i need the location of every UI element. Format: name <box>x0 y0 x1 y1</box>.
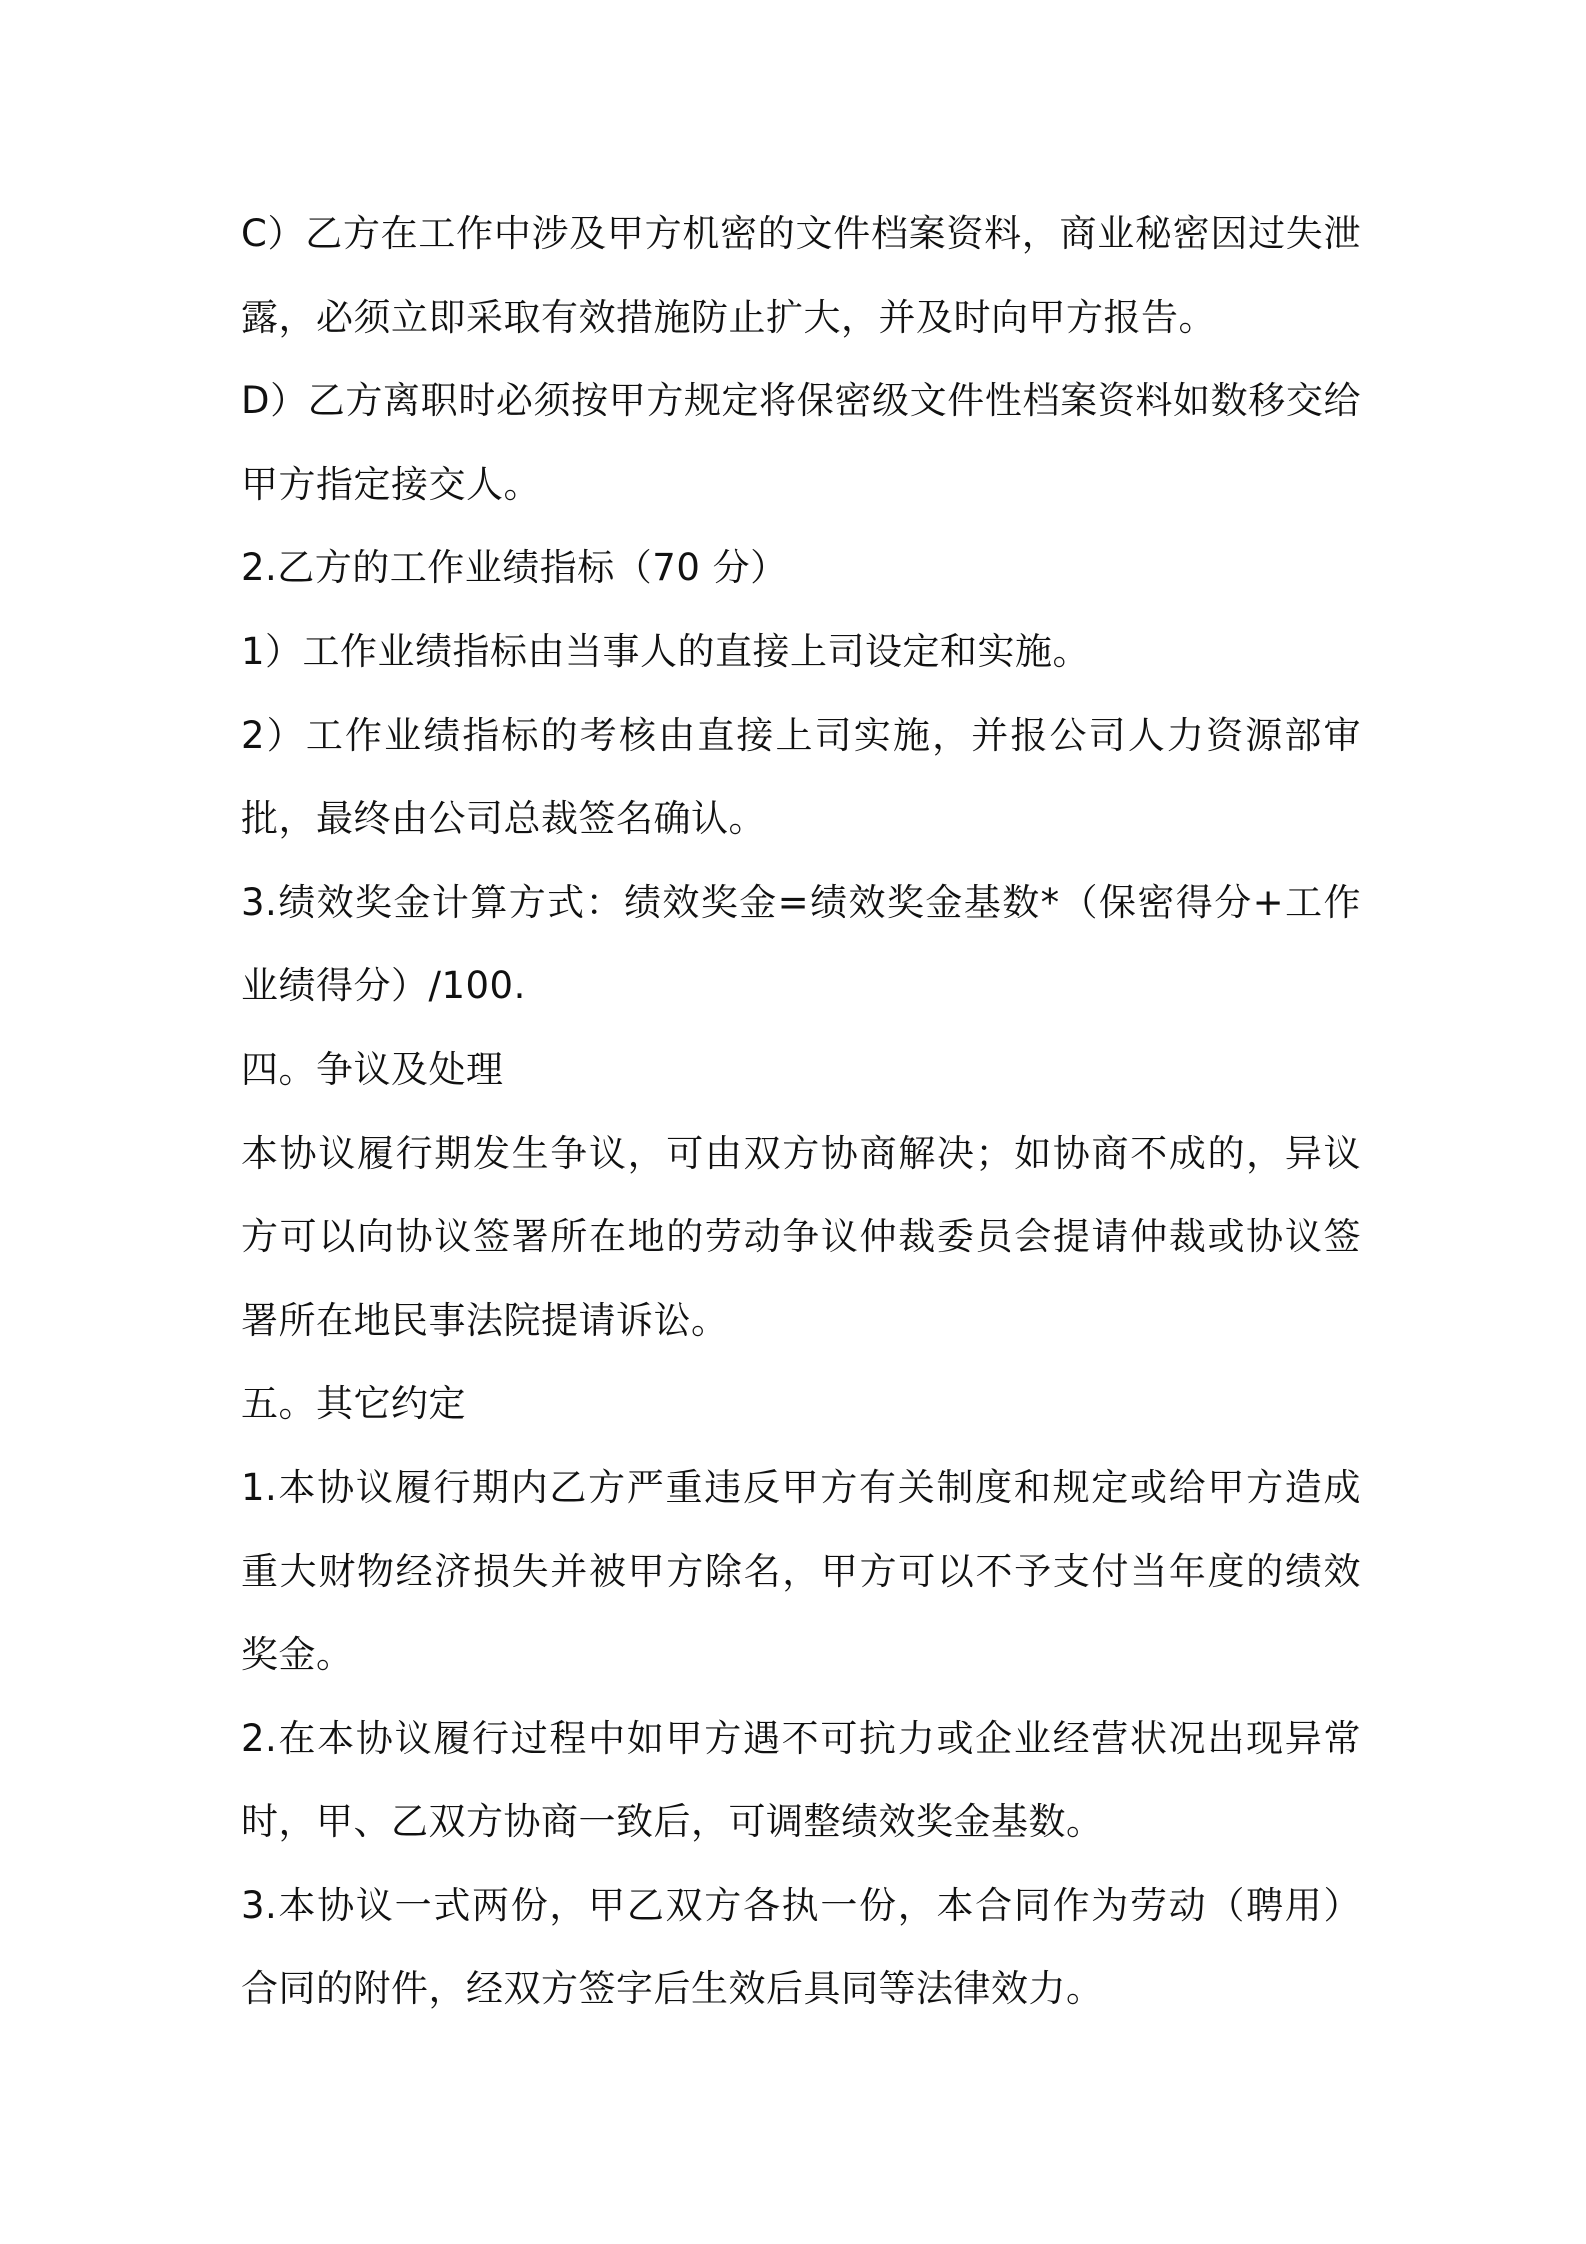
paragraph-bonus-formula: 3.绩效奖金计算方式：绩效奖金=绩效奖金基数*（保密得分+工作业绩得分）/100. <box>241 880 1361 1008</box>
paragraph-performance-item-2: 2）工作业绩指标的考核由直接上司实施，并报公司人力资源部审批，最终由公司总裁签名确认。 <box>241 713 1361 841</box>
document-body <box>241 192 1361 2031</box>
paragraph-performance-heading: 2.乙方的工作业绩指标（70 分） <box>241 546 788 590</box>
paragraph-other-1: 1.本协议履行期内乙方严重违反甲方有关制度和规定或给甲方造成重大财物经济损失并被甲方除名，甲方可以不予支付当年度的绩效奖金。 <box>241 1465 1361 1677</box>
section-heading-other: 五。其它约定 <box>241 1382 466 1426</box>
paragraph-other-2: 2.在本协议履行过程中如甲方遇不可抗力或企业经营状况出现异常时，甲、乙双方协商一致后，可调整绩效奖金基数。 <box>241 1716 1361 1844</box>
paragraph-performance-item-1: 1）工作业绩指标由当事人的直接上司设定和实施。 <box>241 629 1091 673</box>
paragraph-disputes: 本协议履行期发生争议，可由双方协商解决；如协商不成的，异议方可以向协议签署所在地的劳动争议仲裁委员会提请仲裁或协议签署所在地民事法院提请诉讼。 <box>241 1131 1361 1342</box>
paragraph-other-3: 3.本协议一式两份，甲乙双方各执一份，本合同作为劳动（聘用）合同的附件，经双方签字后生效后具同等法律效力。 <box>241 1883 1361 2011</box>
paragraph-clause-c: C）乙方在工作中涉及甲方机密的文件档案资料，商业秘密因过失泄露，必须立即采取有效措施防止扩大，并及时向甲方报告。 <box>241 212 1361 339</box>
paragraph-clause-d: D）乙方离职时必须按甲方规定将保密级文件性档案资料如数移交给甲方指定接交人。 <box>241 379 1361 506</box>
section-heading-disputes: 四。争议及处理 <box>241 1047 504 1091</box>
